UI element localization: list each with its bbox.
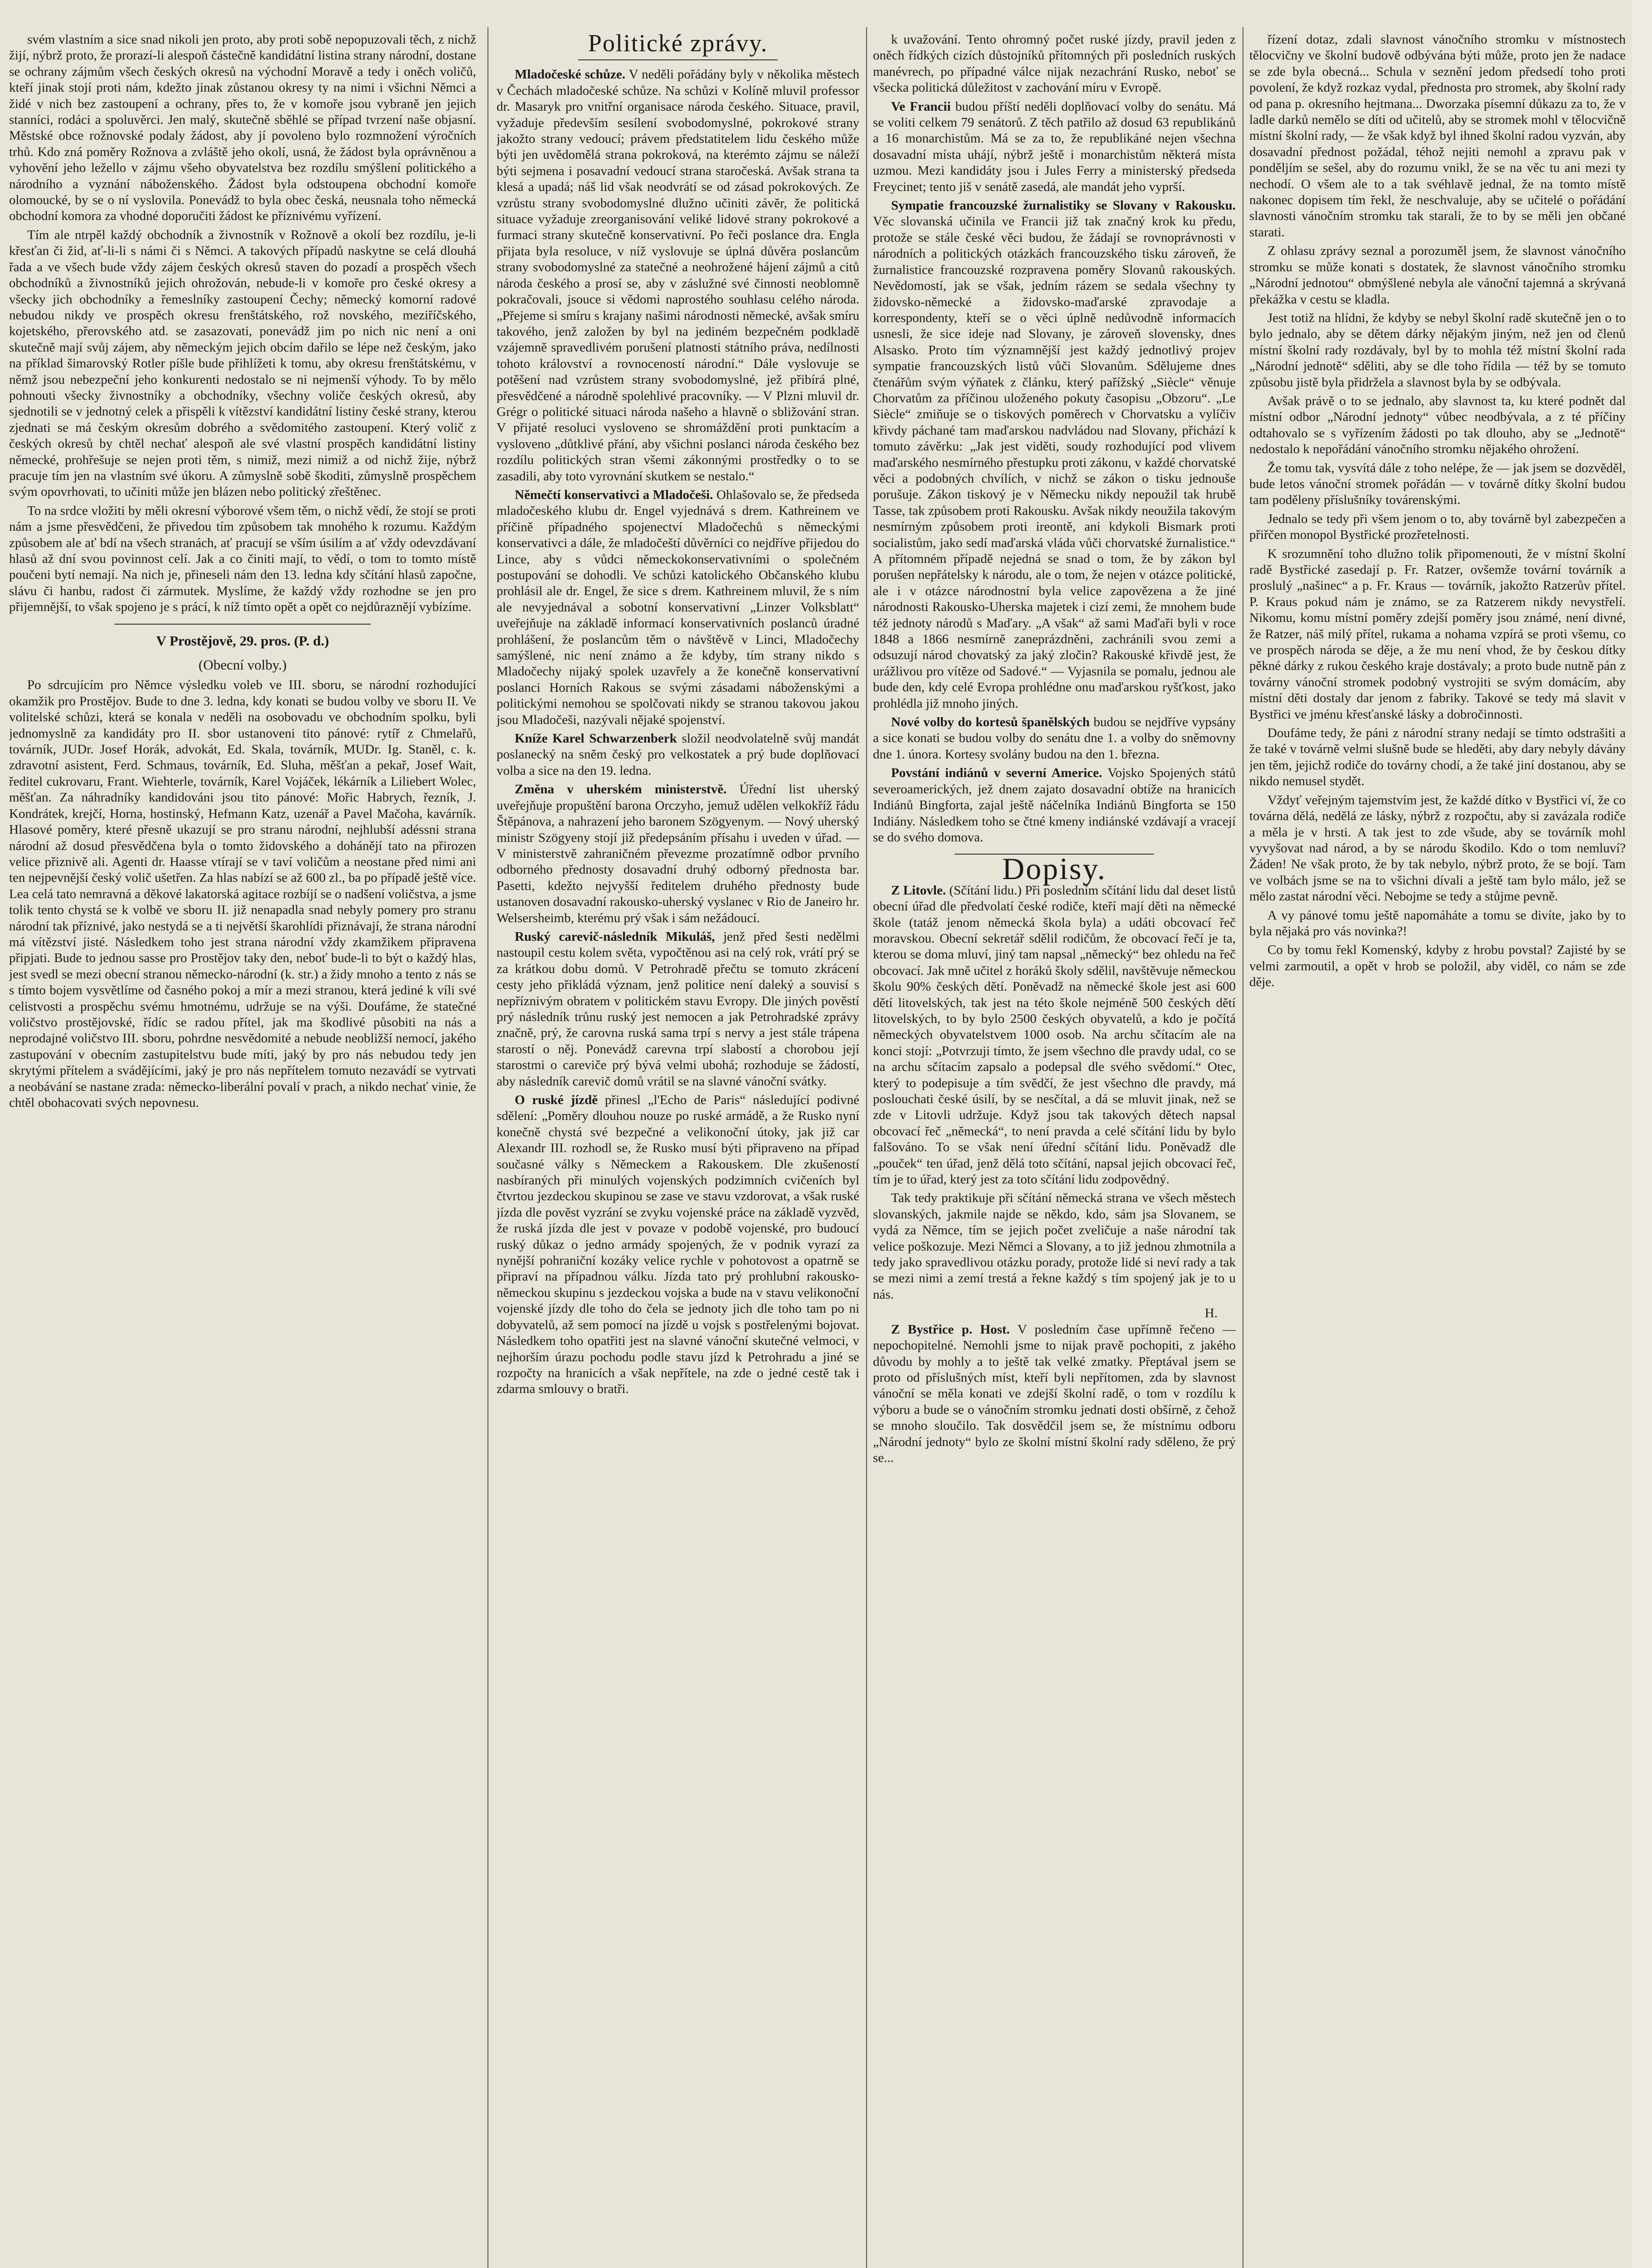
- article-paragraph: Po sdrcujícím pro Němce výsledku voleb ve III. sboru, se národní rozhodující okamžik pro Prostějov. Bude to dne 3. ledna, kdy konati se budou volby ve sboru II. Ve volitelské schůzi, která se konala v neděli na osobovadu ve obchodním spolku, byli jednomyslně za kandidáty pro II. sbor ustanoveni tito pánové: rytíř z Chmelařů, továrník, JUDr. Josef Horák, advokát, Ed. Skala, továrník, MUDr. Ig. Staněl, c. k. zdravotní asistent, Ferd. Schmaus, továrník, Ed. Sluha, měšťan a pekař, Josef Wait, ředitel cukrovaru, Frant. Wiehterle, továrník, Karel Vojáček, lékárník a Liliebert Wolec, měšťan. Za náhradníky kandidováni jsou tito pánové: Mořic Habrych, řezník, J. Kondrátek, krejčí, Horna, hostinský, Hefmann Katz, uzenář a Pavel Mačoha, kavárník. Hlasové poměry, které přesně ukazují se pro stranu národní, nejhlubší adéssni strana národní až dosud přesvědčena byla o tomto židovského a dohánějí tato na přirozen velice přiznivě ali. Agenti dr. Haasse vtírají se v taví voličům a neostane před nimi ani ten nejpevnější český volič ušetřen. Za hlas nabízí se až 600 zl., ba po případě ještě více. Lea celá tato nemravná a děkové lakatorská agitace rozbíjí se o nadšení voličstva, a jsme tolik tento chystá se k volbě ve sboru II. již nenapadla snad nebyly pomery pro stranu národní tak příznivé, jako nestydá se a ti největší škarohlídi přiznávají, že strana národní má vítězství jisté. Následkem toho jest strana národní vždy zkamžikem připravena připjati. Bude to jednou sasse pro Prostějov taky den, neboť bude-li to být o každý hlas, jest svedl se mezi obecní stranou německo-národní (k. str.) a židy mnoho a tento z nás se s tímto bojem vysvětlíme od časného pokoj a mír a mezi stranou, která jediné k víli své celistvosti a prospěchu svému hmotnému, udržuje se na výši. Doufáme, že statečné voličstvo prostějovské, řídíc se radou přítel, jak ma škodlivé působiti na nás a neprodajné voličstvo III. sboru, pohrdne nesvědomité a nebude neobližší nemocí, jakého zastupování v obecním zastupitelstvu bude míti, jaký by pro nás nebudou tedy jen skrytými přítelem a svádějícími, jaký je pro nás nepřítelem tomuto nezavádí se vytrvati a neobávání se nastane zrada: německo-liberální povalí v prach, a nikdo nechať vinie, že chtěl obohacovati svých nepovnesu.: [9, 678, 476, 1110]
- news-item: [873, 714, 1236, 763]
- news-item-text: Vojsko Spojených států severoamerických, jež dnem zajato dosavadní obtíže na hranicích Indiánů Bingforta, zajal ještě náčelníka Indiánů Bingforta se 150 Indiány. Následkem toho se čtné kmeny indiánské vzdávají a vracejí se do svého domova.: [873, 766, 1236, 845]
- article-paragraph: Z ohlasu zprávy seznal a porozuměl jsem, že slavnost vánočního stromku se může konati s dostatek, že slavnost vánočního stromku „Národní jednotou“ obmýšlené nebyla ale vánoční tajemná a skrývaná překážka v cestu se kladla.: [1249, 244, 1626, 307]
- news-item-head: Mladočeské schůze.: [515, 67, 626, 82]
- article-paragraph: A vy pánové tomu ještě napomáháte a tomu se divíte, jako by to byla nějaká pro vás novinka?!: [1249, 908, 1626, 938]
- news-item: [873, 765, 1236, 846]
- article-paragraph: Jednalo se tedy při všem jenom o to, aby továrně byl zabezpečen a přiřčen monopol Bystřické prozřetelnosti.: [1249, 511, 1626, 543]
- news-item: [873, 99, 1236, 195]
- column-2: [497, 32, 859, 2268]
- dateline-subheading: (Obecní volby.): [198, 657, 287, 673]
- letter-item: [873, 883, 1236, 1188]
- news-item-text: V neděli pořádány byly v několika městech v Čechách mladočeské schůze. Na schůzi v Kolíně mluvil professor dr. Masaryk pro vnitřní organisace národa českého. Situace, pravil, vyžaduje především sesílení svobodomyslné, pokrokové strany jakožto strany vedoucí; právem předstatitelem lidu českého může býti jen uvědomělá strana pokroková, na kterémto zájmu se náleží býti sejmena i posavadní vedoucí strana staročeská. Avšak strana ta klesá a upadá; náš lid však neodvrátí se od zásad pokrokových. Ze vzrůstu strany svobodomyslné dlužno učiniti závěr, že politická situace vyžaduje zreorganisování veliké lidové strany pokrokové a furmaci strany skutečně konservativní. Po řeči poslance dra. Engla přijata byla resoluce, v níž vyslovuje se úplná důvěra poslancům strany svobodomyslné za statečné a neohrožené hájení zájmů a citů národa českého a prosí se, aby v záslužné své činnosti neoblomně pokračovali, jsouce si vědomi naprostého souhlasu celého národa. „Přejeme si smíru s krajany našimi národnosti německé, avšak smíru takového, jenž založen by byl na jediném bezpečném podkladě vzájemně spravedlivém porušení platnosti státního práva, nedílnosti tohoto království a rovnoceností národní.“ Dále vyslovuje se potěšení nad vzrůstem strany svobodomyslné, jež přibírá plné, přesvědčené a národně spolehlivé pracovníky. — V Plzni mluvil dr. Grégr o politické situaci národa našeho a hlavně o sbližování stran. V přijaté resoluci vysloveno se shromáždění proti punktacím a vysloveno „důtklivé přání, aby všichni poslanci národa českého bez rozdílu politických stran všemi zákonnými prostředky o to se zasadili, aby toto vyrovnání skutkem se nestalo.“: [497, 67, 859, 484]
- news-item-text: Věc slovanská učinila ve Francii již tak značný krok ku předu, protože se stále české věci budou, že žádají se rovnoprávnosti v národních a politických otázkách francouzského tisku zároveň, že žurnalistice francouzské rozpravena poměry Slovanů rakouských. Nevědomostí, jak se však, jedním rázem se sedala všechny ty židovsko-německé a židovsko-maďarské zpravodaje a korrespondenty, kteří se o věci úplně nedůvodně informacích usnesli, že sice ideje nad Slovany, je zároveň slovensky, dnes Alsasko. Proto tím významnější jest každý jednotlivý projev sympatie francouzských listů vůči Slovanům. Sdělujeme dnes čtenářům svým výňatek z článku, který pařížský „Siècle“ věnuje Chorvatům za příčinou uloženého pokuty časopisu „Obzoru“. „Le Siècle“ zmiňuje se o tiskových poměrech v Chorvatsku a vylíčiv křivdy páchané tam maďarskou nadvládou nad Slovany, přichází k tomuto závěrku: „Jak jest viděti, soudy rozhodující pod vlivem maďarského nesmírného přestupku proti zákonu, v každé chorvatské věci a podobných chvílích, v nichž se zákon o tisku jednouše porušuje. Zákon tiskový je v Německu nikdy nepoužil tak hrubě Tasse, tak způsobem proti Rakousku. Avšak nikdy neoužila takovým nesmírným způsobem proti ireontě, ani kdykoli Bismark proti socialistům, jako sedí maďarská vláda vůči chorvatské žurnalistice.“ A přítomném případě nejedná se snad o tom, že by zákon byl porušen nepřátelsky k národu, ale o tom, že nejen v otázce politické, ale i v otázce národnostní byla velice zapovězena a že jiné národnosti Rakousko-Uherska majetek i cizí zemi, že mnohem bude též jednoty národů s Maďary. „A však“ až sami Maďaři byli v roce 1848 a 1866 nesmírně zaneprázdněni, zachránili svou zemi a odsuzují národ chovatský za jaký zločin? Rakouské křivdě jest, že urážlivou pro vítěze od Sadové.“ — Vyjasnila se pomalu, jednou ale bude den, kdy celé Evropa prohlédne onu maďarskou ryšťkost, jako prohlédla již mnoho jiných.: [873, 214, 1236, 711]
- news-item-head: Němečtí konservativci a Mladočeši.: [515, 487, 713, 502]
- letter-item: Tak tedy praktikuje při sčítání německá strana ve všech městech slovanských, jakmile najde se někdo, kdo, sám jsa Slovanem, se vydá za Němce, tím se jejich počet zveličuje a naše národní tak velice poškozuje. Mezi Němci a Slovany, a to již jednou zhmotnila a tedy jako spravedlivou otázku porady, protože lidé si neví rady a tak se mezi nimi a zemí trestá a řekne každý s tím spojený jak je to u nás.: [873, 1191, 1236, 1302]
- news-item: [873, 198, 1236, 712]
- news-item-head: Změna v uherském ministerstvě.: [515, 782, 727, 797]
- article-paragraph: To na srdce vložiti by měli okresní výborové všem těm, o nichž vědí, že stojí se proti nám a jsme přesvědčeni, že přivedou tím způsobem tak mnohého k rozumu. Každým způsobem ale ať bdí na všech stranách, ať pracují se vším úsilím a ať vždy odevzdávaní hlasů až dní svou povinnost celí. Jak a co činiti mají, to vědí, o tom to tomto místě poučeni bytí nemají. Na nich je, přineseli nám den 13. ledna kdy sčítání hlasů započne, slávu či hanbu, radost či zármutek. Myslíme, že každý vždy rozhodne se jen pro přijemnější, to však spojeno je s prácí, k níž tímto opět a opět co nejdůraznějí vybízíme.: [9, 503, 476, 615]
- news-item-text: složil neodvolatelně svůj mandát poslanecký na sněm český pro velkostatek a prý bude doplňovací volba a sice na den 19. ledna.: [497, 731, 859, 778]
- news-item-head: O ruské jízdě: [515, 1093, 598, 1107]
- section-divider: [114, 624, 371, 625]
- column-rule: [866, 27, 867, 2268]
- letter-item: [873, 1322, 1236, 1466]
- article-paragraph: svém vlastním a sice snad nikoli jen proto, aby proti sobě nepopuzovali těch, z nichž žijí, nýbrž proto, že prorazí-li alespoň částečně kandidátní listina strany národní, dostane se ochrany zájmům všech českých okresů na východní Moravě a tedy i oněch voličů, kteří jinak stojí proti nám, kdežto jinak zůstanou okresy ty na nimi i všichni Němci a židé v nich bez zastoupení a ochrany, přes to, že v komoře jsou vybraně jen jejich stanníci, rodáci a spoluvěrci. Jen malý, skutečně sběhlé se případ tvrzení naše objasní. Městské obce rožnovské podaly žádost, aby jí povoleno bylo rozmnožení výročních trhů. Kdo zná poměry Rožnova a zvláště jeho okolí, usná, že žádost byla oprávněnou a vyhovění jeho ležello v zájmu všeho obyvatelstva bez rozdílu smýšlení politického a národního a vyznání náboženského. Žádost byla odstoupena obchodní komoře olomoucké, by se o ní vyslovila. Ponevádž to byla obec česká, neusnala toho německá obchodní komora za vhodné doporučiti žádost ke příznivému vyřízení.: [9, 32, 476, 224]
- column-3: [873, 32, 1236, 2268]
- news-item-head: Kníže Karel Schwarzenberk: [515, 731, 677, 746]
- news-item-head: Sympatie francouzské žurnalistiky se Slovany v Rakousku.: [891, 198, 1236, 213]
- news-item: [497, 487, 859, 728]
- letter-text: V posledním čase upřímně řečeno — nepochopitelné. Nemohli jsme to nijak pravě pochopiti, z jakého důvodu by mohly a to ještě tak velké zmatky. Přeptával jsem se proto od příslušných míst, kteří byli nepřítomen, zda by slavnost vánoční se měla konati ve zdejší školní radě, o tom v rozdílu k výboru a bude se o vánočním stromku jednati dosti obšírně, z čehož se mnoho sloučilo. Tak dosvědčil jsem se, že místnímu odboru „Národní jednoty“ bylo ze školní místní školní rady sděleno, že prý se...: [873, 1322, 1236, 1465]
- article-paragraph: Vždyť veřejným tajemstvím jest, že každé dítko v Bystřici ví, že co továrna dělá, nedělá ze lásky, nýbrž z rozpočtu, aby si zavázala rodiče a měla je v hrsti. A tak jest to zde všude, aby se továrník mohl vyvyšovat nad národ, a by se národu škodilo. Kdo o tom nemluví? Žáden! Ne však proto, že by tak nebylo, nýbrž proto, že se bojí. Tam ve volbách jsme se na to všichni dívali a ještě tam bylo málo, jež se mělo zastat národní věci. Nebojme se tedy a stůjme pevně.: [1249, 792, 1626, 904]
- news-item-text: Ohlašovalo se, že předseda mladočeského klubu dr. Engel vyjednává s drem. Kathreinem ve příčině případného spojenectví Mladočechů s německými konservativci a dále, že mladočeští důvěrníci co nejdříve přijedou do Lince, aby s vůdci německokonservativními o společném postupování se dohodli. Ve schůzi katolického Občanského klubu prohlásil ale dr. Engel, že sice s drem. Kathreinem mluvil, že s ním ale nevyjednával a sobotní konservativní „Linzer Volksblatt“ uveřejňuje na základě informací konservativních poslanců úradné prohlášení, že poslancům těm o návštěvě v Linci, Mladočechy samýšlené, nic není známo a že kdyby, tím strany nikdo s Mladočechy nijaký spolek uzavřely a že konečně konservativní poslanci Horních Rakous se svými zásadami náboženskými a politickými nemohou se spolčovati nikdy se stranou takovou jakou jsou Mladočeši, nazývali nějaké spojenství.: [497, 487, 859, 727]
- article-paragraph: Doufáme tedy, že páni z národní strany nedají se tímto odstrašiti a že také v továrně velmi slušně bude se hleděti, aby dary nebyly dávány jen těm, jejichž rodiče do továrny chodí, a že také jiní dostanou, aby se nikdo nemusel stydět.: [1249, 726, 1626, 789]
- letter-subhead: (Sčítání lidu.): [949, 883, 1022, 898]
- column-1: [9, 32, 476, 2268]
- letter-head: Z Litovle.: [891, 883, 946, 898]
- letter-signature: H.: [1204, 1306, 1218, 1321]
- news-item: [497, 929, 859, 1090]
- news-item: [497, 67, 859, 484]
- section-divider: [578, 59, 778, 60]
- news-item-head: Ruský carevič-následník Mikuláš,: [515, 929, 715, 944]
- news-item-text: přinesl „l'Echo de Paris“ následující podivné sdělení: „Poměry dlouhou nouze po ruské armádě, a že Rusko nyní konečně chystá své bezpečné a velikonoční útoky, jak již car Alexandr III. rozhodl se, že Rusko musí býti připraveno na případ současné války s Německem a Rakouskem. Dle zkušeností nasbíraných při minulých vojenských podzimních cvičeních byl čtvrtou jezdeckou skupinou se zase ve stavu vzdorovat, a však ruské jízda dle pověst vyzrání se zvyku vojenské práce na základě vyzvěd, že ruská jízda dle jest v povaze v podobě vojenské, pro budoucí ruský důkaz o jedno armády spojených, že v podnik vyrazí za nynější pohraniční kozáky velice rychle v pohotovost a opatrně se připraví na případnou válku. Jízda tato prý prohlubní rakousko-německou skupinu s jezdeckou vojska a bude na v stavu velikonoční vojenské jízdy dle toho do čela se jednoty jich dle toho tam po ni dobyvatelů, až sem pomocí na jízdě u vojsk s postřelenými bojovat. Následkem toho opatřiti jest na slavné vánoční skutečné velmoci, v nejhorším úrazu pochodu podle stavu jízd k Petrohradu a jiné se rozpočty na hranicích a však nepřítele, na zde o jedné cestě tak i zdarma smlouvy o bratři.: [497, 1093, 859, 1397]
- scan-margin: [1633, 0, 1652, 2268]
- section-title: Politické zprávy.: [588, 32, 768, 57]
- column-4: [1249, 32, 1626, 2268]
- news-item: [497, 1092, 859, 1398]
- article-paragraph: řízení dotaz, zdali slavnost vánočního stromku v místnostech tělocvičny ve školní budově odbývána býti může, proto jen že nadace se zde byla obecná... Schula v seznění jedom předsedí toho proti povolení, že když rozkaz vydal, přednosta pro stromek, aby školní rady od pana p. okresního hejtmana... Dworzaka písemní důkazu za to, že v ladle darků nemělo se díti od učitelů, aby se stromek mohl v tělocvičně místní školní rady, — že však když byl ihned školní radou vyzván, aby dosavadní přednost požádal, téhož nejiti nemohl a zpravu pak v ponděljím se sešel, aby do rozumu vnikl, že se na věc tu ani mezi ty nechodí. O všem ale to a tak svéhlavě jednal, že na tomto místě nakonec dopisem tím řekl, že neschvaluje, aby se učitelé o pořádání slavnosti vánočním stromku tak starali, že to by se měli jen občané starati.: [1249, 32, 1626, 240]
- article-paragraph: k uvažování. Tento ohromný počet ruské jízdy, pravil jeden z oněch řídkých cizích důstojníků přítomných při posledních ruských manévrech, po případné válce nijak nezachrání Rusko, neboť se všecka politická důležitost v zachování míru v Evropě.: [873, 32, 1236, 95]
- article-paragraph: Co by tomu řekl Komenský, kdyby z hrobu povstal? Zajisté by se velmi zarmoutil, a opět v hrob se položil, aby viděl, co nám se zde děje.: [1249, 943, 1626, 990]
- section-title-dopisy: Dopisy.: [1002, 851, 1107, 886]
- news-item: [497, 731, 859, 779]
- news-item-text: budou se nejdříve vypsány a sice konati se budou volby do senátu dne 1. a volby do sněmovny dne 1. února. Kortesy svolány budou na den 1. března.: [873, 715, 1236, 762]
- news-item-text: Úřední list uherský uveřejňuje propuštění barona Orczyho, jemuž udělen velkokříž řádu Štěpánova, a nahrazení jeho baronem Szögyenym. — Nový uherský ministr Szögyeny stojí již předepsáním přísahu i uveden v úřad. — V ministerstvě zahraničném převezme prozatímně odbor prvního odborného přednosty dosavadní druhý odborný přednosta bar. Pasetti, kdežto nejvyšší ředitelem druhého přednosty bude ustanoven dosavadní rakousko-uherský vyslanec v Rio de Janeiro hr. Welsersheimb, kterému prý však i sám nežádoucí.: [497, 782, 859, 925]
- article-paragraph: K srozumnění toho dlužno tolik připomenouti, že v místní školní radě Bystřické zasedají p. Fr. Ratzer, ovšemže tovární továrník a proslulý „našinec“ a p. Fr. Kraus — továrník, jakožto Ratzerův přítel. P. Kraus pokud nám je známo, se za Ratzerem nikdy nevystřelí. Nikomu, komu místní poměry zdejší poměry jsou známé, není divné, že Ratzer, náš milý přítel, rukama a nohama vzpírá se proti všemu, co ve prospěch národa se děje, a že mu není vhod, že by českou dítky pěkné dárky z rukou českého kraje dostávaly; a proto bude nutně pán z továrny vánoční stromek podobný vystrojiti se svým domácím, aby místní děti dostaly dar jenom z fabriky. Takové se tedy má slavit v Bystřici ve jménu křesťanské lásky a dobročinnosti.: [1249, 546, 1626, 722]
- dateline-heading: V Prostějově, 29. pros. (P. d.): [156, 632, 329, 649]
- news-item-text: jenž před šesti nedělmi nastoupil cestu kolem světa, vypočtěnou asi na celý rok, vrátí prý se za krátkou dobu domů. V Petrohradě přečtu se tomuto zkrácení cesty jeho přikládá význam, jenž politice není daleký a souvisí s nepříznivým obratem v politickém stavu Evropy. Dle jiných pověstí prý následník trůnu ruský jest nemocen a jak Petrohradské zprávy značně, prý, že carovna ruská sama trpí s nervy a jest stále trápena starostí o něj. Ponevádž carevna trpí slabostí a chorobou její starostmi o careviče prý bývá velmi ubohá; rozhoduje se žádostí, aby následník carevič domů vrátil se na slavné vánoční svátky.: [497, 929, 859, 1089]
- news-item-head: Povstání indiánů v severní Americe.: [891, 766, 1102, 781]
- news-item-head: Ve Francii: [891, 99, 951, 114]
- article-paragraph: Tím ale ntrpěl každý obchodník a živnostník v Rožnově a okolí bez rozdílu, je-li křesťan či žid, ať-li-li s námi či s Němci. A takových případů naskytne se celá dlouhá řada a ve všech bude vždy zájem českých okresů staven do pozadí a prospěch všech obchodníků a živnostníků jejich ohrožován, nebude-li v komoře pro české okresy a všecky jich obchodníky a řemeslníky zastoupení Čechy; německý komorní radové nebudou nikdy ve prospěch okresu frenštátského, rož novského, meziříčského, kojetského, přerovského atd. se zasazovati, ponevádž jim po nich nic není a oni skutečně mají svůj zájem, aby německým jejich obcím dařilo se lépe než českým, jako na příklad šimarovský Rotler píšle bude přihlížeti k tomu, aby okresu frenštátskému, v němž jsou nebezpeční jeho konkurenti nedostalo se ni nejmenší výhody. To by mělo pohnouti všecky živnostníky a obchodníky, všechny voliče českých okresů, aby sjednotili se v jednotný celek a přispěli k vítězství kandidátní listiny české strany, kterou zjednati se má českým okresům dobrého a svědomitého zastoupení. Který volič z českých okresů by chtěl nechať alespoň ale své vlastní prospěch kandidátní listiny německé, prohřešuje se nejen proti těm, s nimiž, mezi nimiž a od nichž žije, nýbrž pracuje tím jen na vlastním své úkoru. A zůmyslně sobě škoditi, zůmyslně prospěchem svým opovrhovati, to učiniti může jen blázen nebo politický zřeštěnec.: [9, 227, 476, 499]
- article-paragraph: Že tomu tak, vysvítá dále z toho nelépe, že — jak jsem se dozvěděl, bude letos vánoční stromek pořádán — v továrně dítky školní budou tam poděleny příslušníky továrenskými.: [1249, 460, 1626, 508]
- news-item-head: Nové volby do kortesů španělských: [891, 715, 1090, 730]
- article-paragraph: Avšak právě o to se jednalo, aby slavnost ta, ku které podnět dal místní odbor „Národní jednoty“ vůbec neodbývala, a z té příčiny odtahovalo se s vyřízením žádosti po tak dlouho, aby se „Jednotě“ nedostalo k nepořádání vánočního stromku nějakého ohrožení.: [1249, 393, 1626, 457]
- letter-head: Z Bystřice p. Host.: [891, 1322, 1010, 1337]
- letter-text: Při posledním sčítání lidu dal deset listů obecní úřad dle předvolatí české rodiče, kteří mají děti na německé škole (tatáž jenom německá škola byla) a udáti obcovací řeč moravskou. Obecní sekretář sdělil rodičům, že obcovací řečí je ta, kterou se doma mluví, jiný tam napsal „německý“ bez ohledu na řeč obcovací. Jak mně učitel z horáků školy sdělil, navštěvuje německou školu 90% českých dětí. Poněvadž na německé škole jest asi 600 dětí litovelských, tak jest na této škole nejméně 500 českých dětí litovelských, to by bylo 2500 českých obyvatelů, a kdo je počítá německých obyvatelstvem 1000 osob. Na archu sčítacím ale na konci stojí: „Potvrzuji tímto, že jsem všechno dle pravdy udal, co se na archu sčítacím zapsalo a podepsal dle svého svědomí.“ Otec, který to podepisuje a tím svědčí, že jest všechno dle pravdy, má poslouchati české úsilí, by se nesčítal, a dá se mluvit jinak, než se zde v Litovli udržuje. Když jsou tak takových dětech napsal obcovací řeč „německá“, to není pravda a celé sčítání lidu by bylo falšováno. To se však není úřední sčítání lidu. Poněvadž dle „pouček“ ten úřad, jenž dělá toto sčítání, napsal jejich obcovací řeč, tím je to úřad, který jest za toto sčítání lidu zodpovědný.: [873, 883, 1236, 1187]
- news-item: [497, 782, 859, 926]
- article-paragraph: Jest totiž na hlídni, že kdyby se nebyl školní radě skutečně jen o to bylo jednalo, aby se dětem dárky nějakým jiným, než jen od členů místní školní rady rozdávaly, byl by to mohla též místní školní rada „Národní jednotě“ sděliti, aby se dle toho řídila — též by se tomuto způsobu jistě byla přidržela a slavnost byla by se odbývala.: [1249, 310, 1626, 390]
- news-item-text: budou příští neděli doplňovací volby do senátu. Má se voliti celkem 79 senátorů. Z těch patřilo až dosud 63 republikánů a 16 monarchistům. Má se za to, že republikáné nejen všechna dosavadní místa uhájí, nýbrž ještě i monarchistům některá místa uzmou. Mezi kandidáty jsou i Jules Ferry a ministerský předseda Freycinet; tento jiš v senátě zasedá, ale mandát jeho vyprší.: [873, 99, 1236, 194]
- column-rule: [487, 27, 488, 2268]
